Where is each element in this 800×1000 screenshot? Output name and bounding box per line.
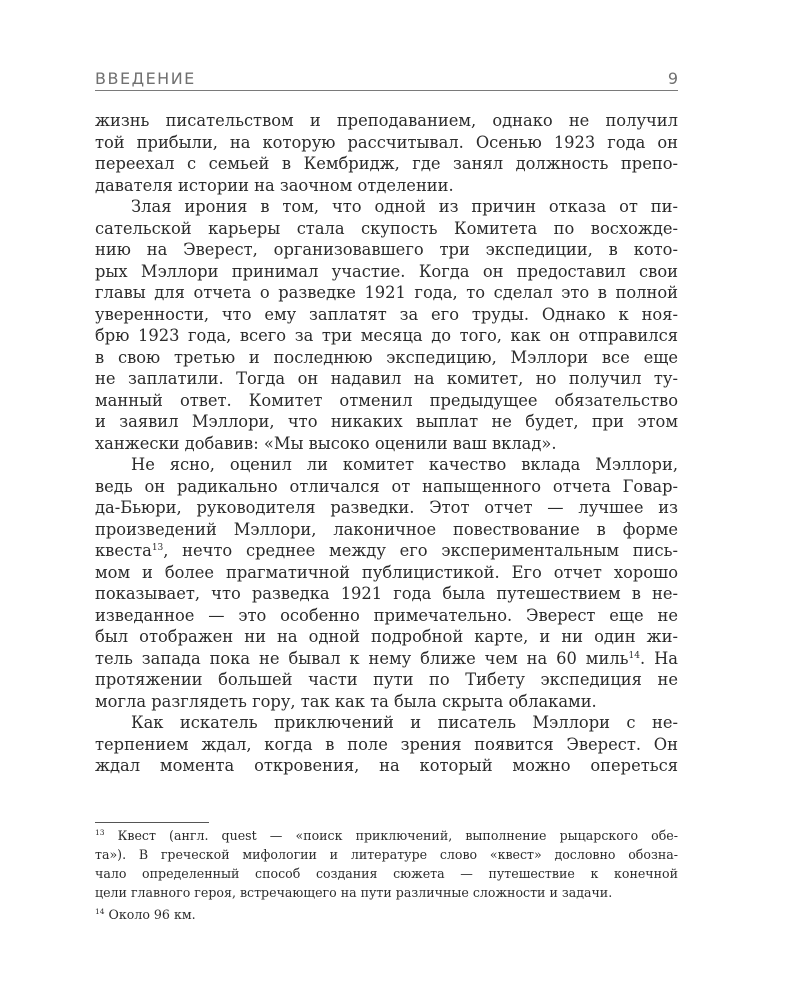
text-line: протяжении большей части пути по Тибету экспедиция не	[95, 670, 678, 689]
footnote-marker-14: 14	[95, 907, 105, 916]
text-line: ждал момента откровения, на который можно опереться	[95, 756, 678, 775]
text-segment: , нечто среднее между его экспериментальным пись-	[163, 541, 678, 560]
text-line: жизнь писательством и преподаванием, однако не получил	[95, 111, 678, 130]
footnote-line	[95, 905, 678, 924]
text-line: могла разглядеть гору, так как та была скрыта облаками.	[95, 691, 597, 711]
footnote-line: чало определенный способ создания сюжета — путешествие к конечной	[95, 866, 678, 881]
text-line: Злая ирония в том, что одной из причин отказа от пи-	[131, 197, 678, 216]
text-line: давателя истории на заочном отделении.	[95, 175, 454, 195]
text-line: Не ясно, оценил ли комитет качество вклада Мэллори,	[131, 455, 678, 474]
footnote-line: цели главного героя, встречающего на пути различные сложности и задачи.	[95, 885, 613, 900]
text-segment: . На	[639, 648, 678, 668]
text-line: терпением ждал, когда в поле зрения появится Эверест. Он	[95, 734, 678, 754]
text-line	[95, 540, 678, 562]
text-line: главы для отчета о разведке 1921 года, то сделал это в полной	[95, 283, 678, 302]
text-line: сательской карьеры стала скупость Комитета по восхожде-	[95, 218, 678, 238]
text-segment: Около 96 км.	[104, 907, 196, 922]
text-line: мом и более прагматичной публицистикой. Его отчет хорошо	[95, 562, 678, 582]
text-line	[95, 648, 678, 670]
text-line: ханжески добавив: «Мы высоко оценили ваш вклад».	[95, 433, 557, 453]
footnotes	[95, 826, 678, 924]
text-line: той прибыли, на которую рассчитывал. Осенью 1923 года он	[95, 132, 678, 152]
body-text	[95, 110, 678, 777]
text-segment: тель запада пока не бывал к нему ближе чем на 60 миль	[95, 648, 629, 668]
text-segment: квеста	[95, 541, 152, 560]
text-line: был отображен ни на одной подробной карте, и ни один жи-	[95, 627, 678, 646]
chapter-title: ВВЕДЕНИЕ	[95, 69, 196, 88]
footnote-line	[95, 826, 678, 845]
text-line: манный ответ. Комитет отменил предыдущее обязательство	[95, 390, 678, 410]
text-line: в свою третью и последнюю экспедицию, Мэллори все еще	[95, 347, 678, 367]
page-number: 9	[667, 69, 678, 88]
footnote-divider	[95, 822, 209, 823]
text-line: да-Бьюри, руководителя разведки. Этот отчет — лучшее из	[95, 498, 678, 517]
text-line: показывает, что разведка 1921 года была путешествием в не-	[95, 584, 678, 603]
footnote-ref-14[interactable]: 14	[628, 650, 640, 661]
text-line: произведений Мэллори, лаконичное повествование в форме	[95, 519, 678, 539]
text-line: уверенности, что ему заплатят за его труды. Однако к ноя-	[95, 304, 678, 324]
footnote-ref-13[interactable]: 13	[151, 543, 164, 553]
text-line: ведь он радикально отличался от напыщенного отчета Говар-	[95, 476, 678, 496]
text-line: брю 1923 года, всего за три месяца до того, как он отправился	[95, 326, 678, 345]
text-line: Как искатель приключений и писатель Мэллори с не-	[131, 713, 678, 732]
text-segment: Квест (англ. quest — «поиск приключений, выполнение рыцарского обе-	[104, 828, 678, 843]
text-line: и заявил Мэллори, что никаких выплат не будет, при этом	[95, 412, 678, 431]
running-header	[95, 66, 678, 91]
footnote-marker-13: 13	[95, 828, 105, 837]
text-line: переехал с семьей в Кембридж, где занял должность препо-	[95, 154, 678, 173]
text-line: нию на Эверест, организовавшего три экспедиции, в кото-	[95, 240, 678, 259]
text-line: рых Мэллори принимал участие. Когда он предоставил свои	[95, 261, 678, 281]
footnote-line: та»). В греческой мифологии и литературе слово «квест» дословно обозна-	[95, 847, 678, 862]
text-line: изведанное — это особенно примечательно. Эверест еще не	[95, 605, 678, 625]
text-line: не заплатили. Тогда он надавил на комитет, но получил ту-	[95, 369, 678, 388]
